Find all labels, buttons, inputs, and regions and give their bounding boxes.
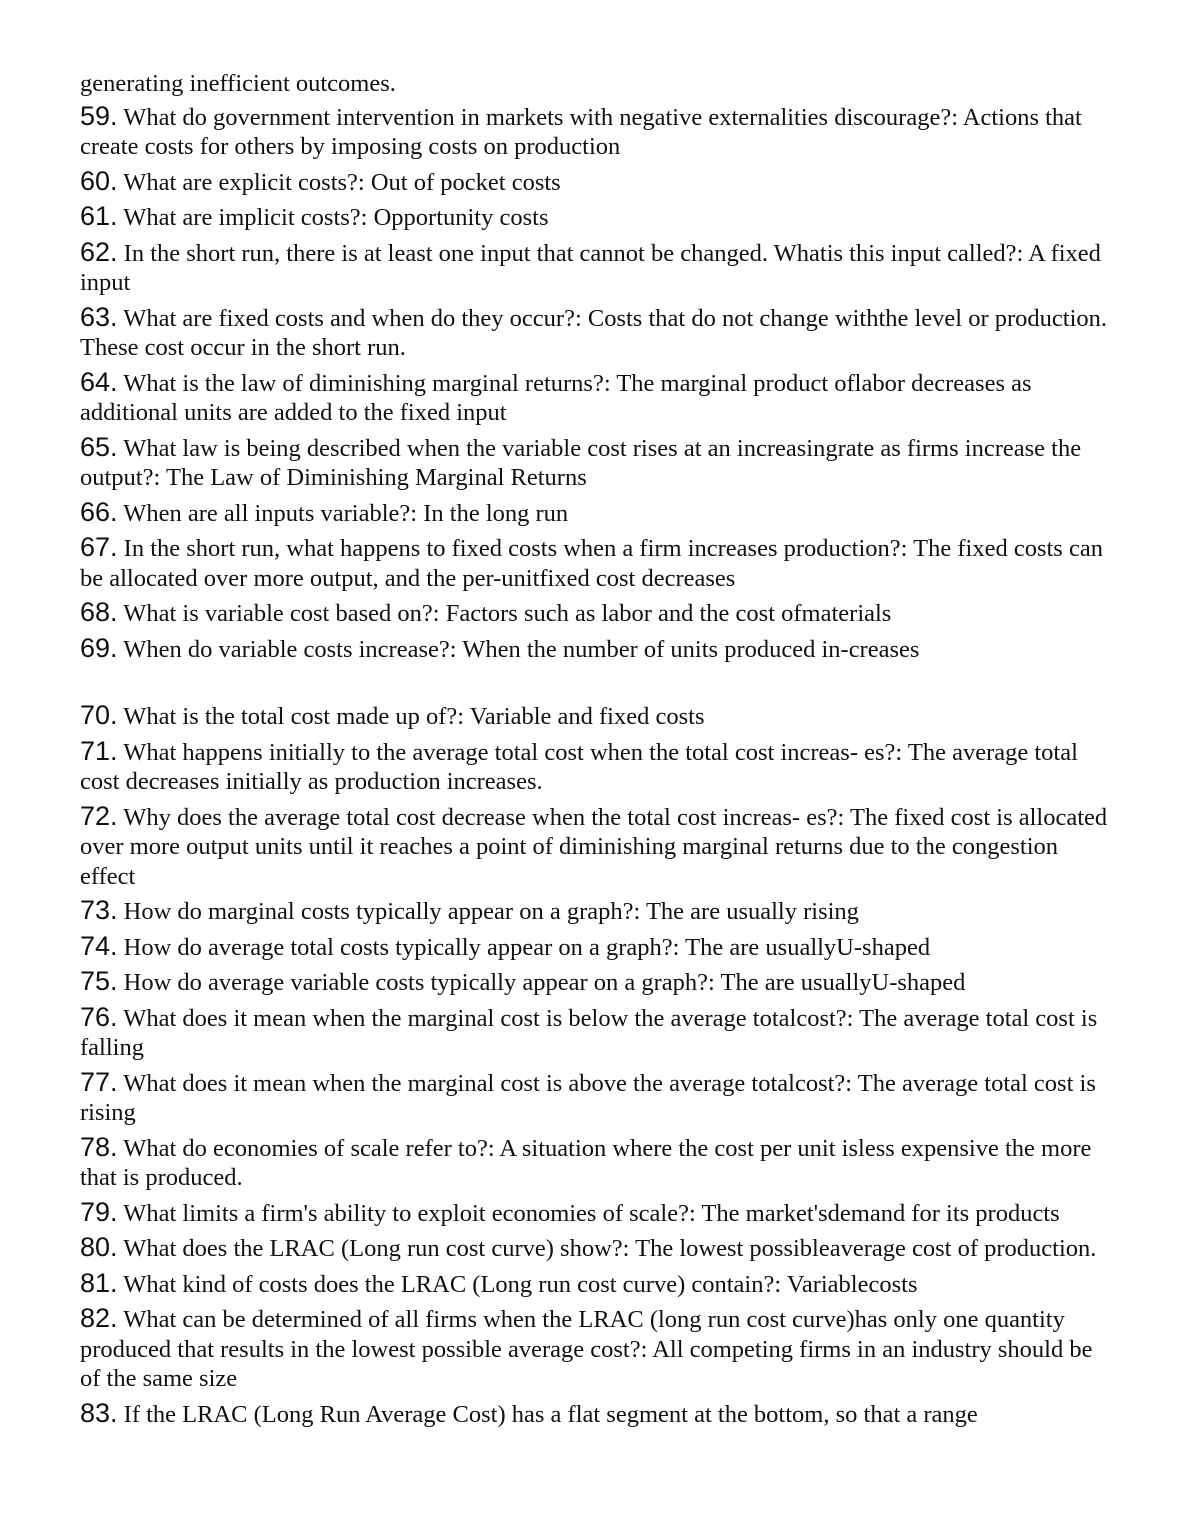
item-text: What limits a firm's ability to exploit economies of scale?: The market'sdemand for its products [123, 1199, 1060, 1227]
item-number: 71. [80, 735, 118, 766]
list-item [80, 303, 1112, 363]
item-number: 66. [80, 496, 118, 527]
list-item [80, 167, 1112, 198]
list-item [80, 1003, 1112, 1063]
list-item [80, 1269, 1112, 1300]
item-number: 77. [80, 1066, 118, 1097]
item-number: 61. [80, 201, 118, 231]
item-number: 72. [80, 800, 118, 831]
item-number: 60. [80, 165, 118, 196]
item-number: 78. [80, 1131, 118, 1162]
item-number: 70. [80, 700, 118, 730]
list-item [80, 368, 1112, 428]
item-text: What are implicit costs?: Opportunity costs [123, 204, 549, 231]
item-text: What is the total cost made up of?: Variable and fixed costs [123, 703, 705, 730]
item-text: How do average total costs typically appear on a graph?: The are usuallyU-shaped [123, 933, 931, 961]
item-text: If the LRAC (Long Run Average Cost) has a flat segment at the bottom, so that a range [123, 1400, 978, 1428]
item-number: 63. [80, 301, 118, 332]
item-number: 65. [80, 431, 118, 462]
item-number: 83. [80, 1397, 118, 1428]
item-number: 81. [80, 1267, 118, 1298]
item-text: What law is being described when the variable cost rises at an increasingrate as firms increase the output?: The Law of Diminishing Marginal Returns [80, 434, 1082, 491]
item-number: 64. [80, 366, 118, 397]
item-text: In the short run, what happens to fixed costs when a firm increases production?: The fixed costs can be allocated over more output, and the per-unitfixed cost decreases [80, 535, 1103, 592]
item-text: How do marginal costs typically appear on a graph?: The are usually rising [123, 898, 859, 925]
item-text: What happens initially to the average total cost when the total cost increas- es?: The average total cost decreases initially as production increases. [80, 738, 1078, 795]
item-text: In the short run, there is at least one input that cannot be changed. Whatis this input called?: A fixed input [80, 239, 1101, 296]
list-item [80, 1068, 1112, 1128]
list-item [80, 1198, 1112, 1229]
list-item [80, 498, 1112, 529]
question-list-a [80, 102, 1112, 665]
item-text: What do economies of scale refer to?: A situation where the cost per unit isless expensive the more that is produced. [80, 1134, 1092, 1191]
item-text: What do government intervention in markets with negative externalities discourage?: Actions that create costs for others by imposing costs on production [80, 103, 1082, 160]
list-item [80, 802, 1112, 892]
item-text: What is the law of diminishing marginal returns?: The marginal product oflabor decreases as additional units are added to the fixed input [80, 369, 1032, 426]
item-text: What can be determined of all firms when the LRAC (long run cost curve)has only one quantity produced that results in the lowest possible average cost?: All competing firms in an industry should be of the same size [80, 1306, 1093, 1392]
item-number: 62. [80, 236, 118, 267]
list-item [80, 896, 1112, 927]
continuation-text: generating inefficient outcomes. [80, 70, 396, 97]
question-list-b [80, 701, 1112, 1429]
item-number: 80. [80, 1232, 118, 1262]
item-text: What does the LRAC (Long run cost curve) show?: The lowest possibleaverage cost of production. [123, 1235, 1097, 1262]
list-item [80, 1304, 1112, 1394]
item-text: When are all inputs variable?: In the long run [123, 499, 569, 527]
document-page [80, 69, 1112, 1434]
list-item [80, 701, 1112, 732]
item-text: What kind of costs does the LRAC (Long run cost curve) contain?: Variablecosts [123, 1270, 918, 1298]
item-text: When do variable costs increase?: When the number of units produced in-creases [123, 635, 920, 663]
list-item [80, 634, 1112, 665]
list-item [80, 1399, 1112, 1430]
item-number: 67. [80, 532, 118, 562]
list-item [80, 533, 1112, 593]
item-number: 75. [80, 966, 118, 996]
list-item [80, 102, 1112, 162]
item-number: 79. [80, 1196, 118, 1227]
item-number: 59. [80, 100, 118, 131]
item-text: What are explicit costs?: Out of pocket costs [123, 168, 561, 196]
item-number: 82. [80, 1303, 118, 1333]
item-number: 74. [80, 930, 118, 961]
list-item [80, 433, 1112, 493]
item-number: 68. [80, 597, 118, 627]
item-number: 73. [80, 895, 118, 925]
list-item [80, 967, 1112, 998]
item-text: What is variable cost based on?: Factors such as labor and the cost ofmaterials [123, 600, 892, 627]
section-gap [80, 669, 1112, 701]
list-item [80, 737, 1112, 797]
list-item [80, 1233, 1112, 1264]
item-text: What does it mean when the marginal cost is above the average totalcost?: The average total cost is rising [80, 1069, 1096, 1126]
item-text: Why does the average total cost decrease when the total cost increas- es?: The fixed cost is allocated over more output units until it reaches a point of diminishing marginal returns due to the congestion effect [80, 803, 1108, 890]
item-number: 76. [80, 1001, 118, 1032]
item-text: What does it mean when the marginal cost is below the average totalcost?: The average total cost is falling [80, 1004, 1098, 1061]
item-number: 69. [80, 632, 118, 663]
list-item [80, 202, 1112, 233]
list-item [80, 1133, 1112, 1193]
list-item [80, 932, 1112, 963]
item-text: What are fixed costs and when do they occur?: Costs that do not change withthe level or production. These cost occur in the short run. [80, 304, 1108, 361]
list-item [80, 238, 1112, 298]
item-text: How do average variable costs typically appear on a graph?: The are usuallyU-shaped [123, 969, 966, 996]
list-item [80, 598, 1112, 629]
